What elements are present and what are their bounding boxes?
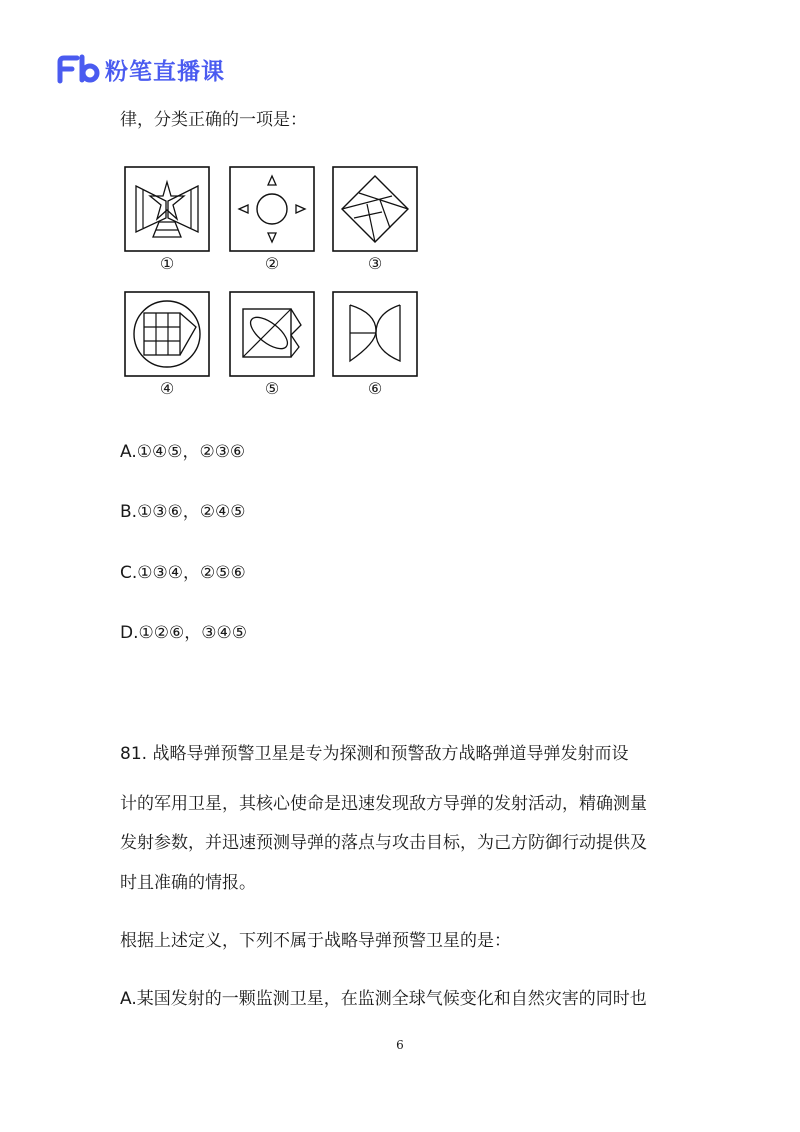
figure-3 <box>332 166 418 274</box>
question-80-option-b: B.①③⑥，②④⑤ <box>120 502 246 522</box>
question-80-figures <box>124 166 424 406</box>
figure-6-graphic <box>332 291 418 377</box>
page-number: 6 <box>396 1038 404 1052</box>
figure-4 <box>124 291 210 399</box>
figure-4-graphic <box>124 291 210 377</box>
figure-6 <box>332 291 418 399</box>
question-80-option-a: A.①④⑤，②③⑥ <box>120 442 246 462</box>
figure-1-label: ① <box>159 254 175 273</box>
figure-1-graphic <box>124 166 210 252</box>
figure-6-label: ⑥ <box>367 379 383 398</box>
question-80-intro: 律，分类正确的一项是： <box>120 110 307 130</box>
brand-logo <box>57 52 225 86</box>
figure-2-label: ② <box>264 254 280 273</box>
question-80-option-d: D.①②⑥，③④⑤ <box>120 623 247 643</box>
figure-3-graphic <box>332 166 418 252</box>
question-81-line-3: 发射参数，并迅速预测导弹的落点与攻击目标，为己方防御行动提供及 <box>120 833 647 853</box>
figure-4-label: ④ <box>159 379 175 398</box>
figure-5-graphic <box>229 291 315 377</box>
question-80-option-c: C.①③④，②⑤⑥ <box>120 563 246 583</box>
question-81-option-a: A.某国发射的一颗监测卫星，在监测全球气候变化和自然灾害的同时也 <box>120 989 647 1009</box>
question-81-line-1: 81. 战略导弹预警卫星是专为探测和预警敌方战略弹道导弹发射而设 <box>120 744 629 764</box>
figure-2-graphic <box>229 166 315 252</box>
brand-logo-text: 粉笔直播课 <box>105 58 225 85</box>
question-81-prompt: 根据上述定义，下列不属于战略导弹预警卫星的是： <box>120 931 511 951</box>
figure-5-label: ⑤ <box>264 379 280 398</box>
figure-5 <box>229 291 315 399</box>
figure-3-label: ③ <box>367 254 383 273</box>
figure-1 <box>124 166 210 274</box>
fb-logo-icon <box>57 54 101 84</box>
question-81-line-2: 计的军用卫星，其核心使命是迅速发现敌方导弹的发射活动，精确测量 <box>120 794 647 814</box>
question-81-line-4: 时且准确的情报。 <box>120 873 256 893</box>
figure-2 <box>229 166 315 274</box>
